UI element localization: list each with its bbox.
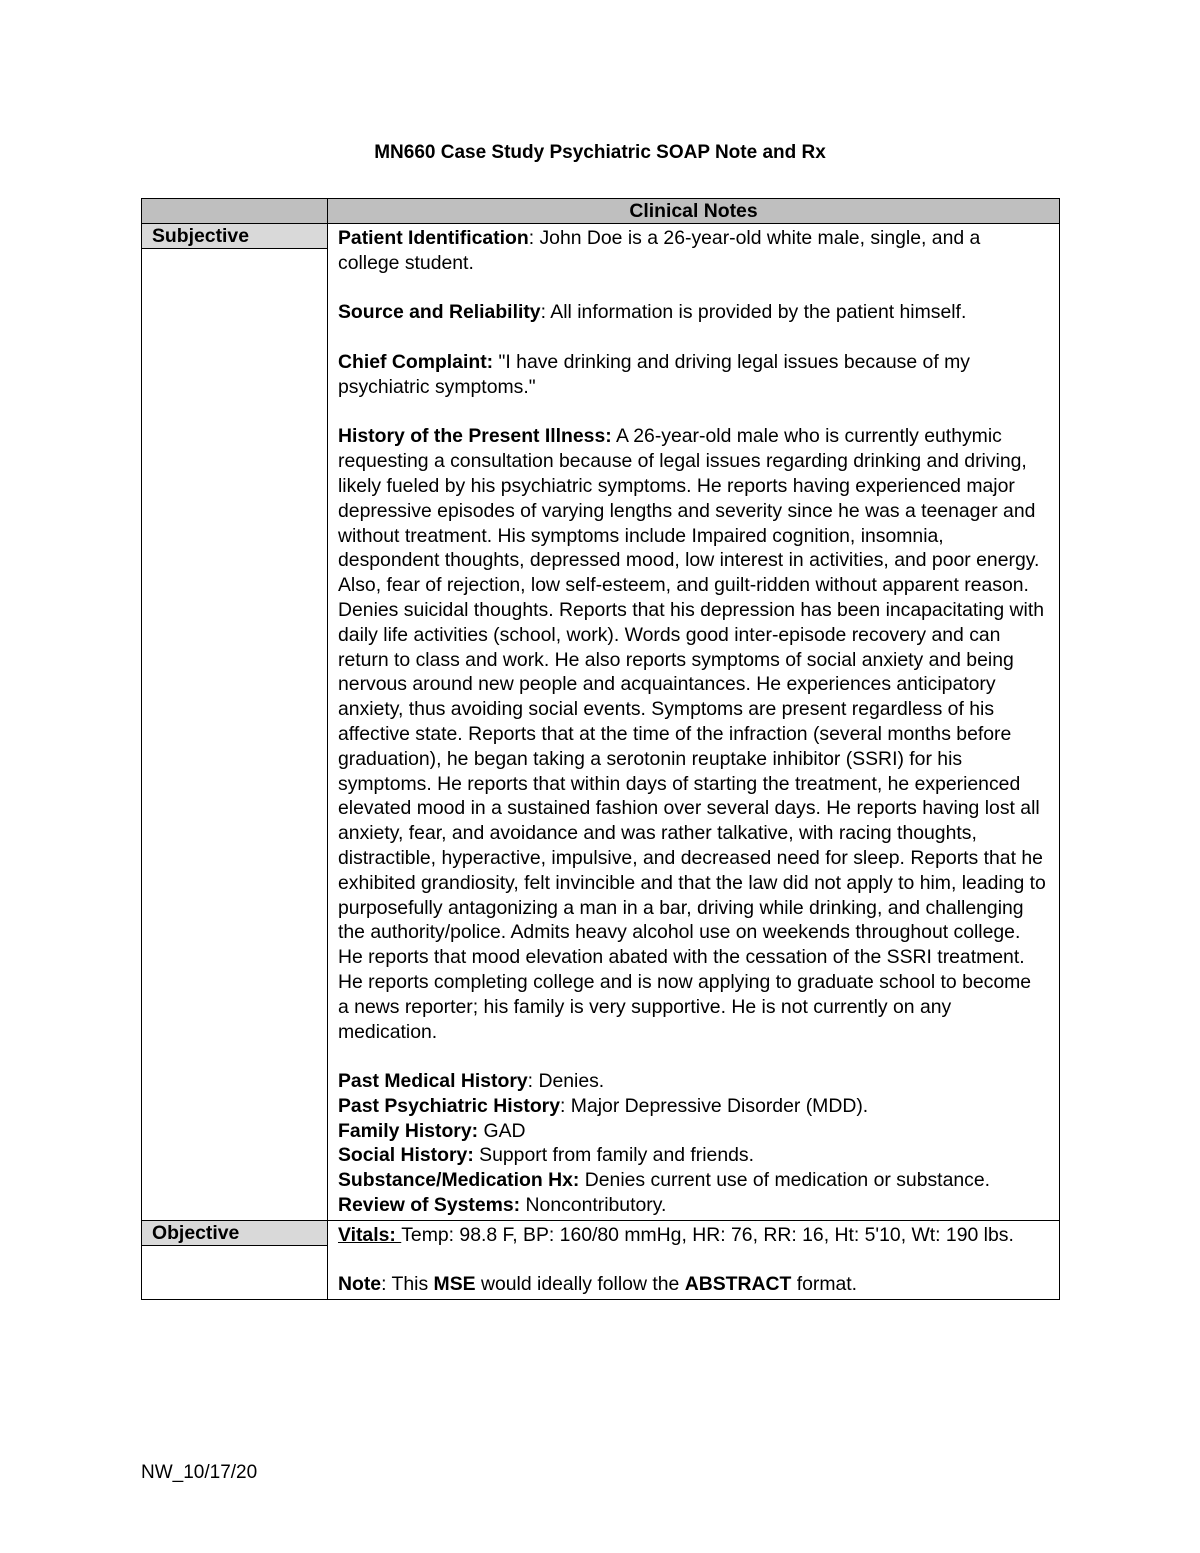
history-present-illness: History of the Present Illness: A 26-year-old male who is currently euthymic requesting a consultation because of legal issues regarding drinking and driving, likely fueled by his psychiatric symptoms. He reports having experienced major depressive episodes of varying lengths and severity since he was a teenager and without treatment. His symptoms include Impaired cognition, insomnia, despondent thoughts, depressed mood, low interest in activities, and poor energy. Also, fear of rejection, low self-esteem, and guilt-ridden without apparent reason. Denies suicidal thoughts. Reports that his depression has been incapacitating with daily life activities (school, work). Words good inter-episode recovery and can return to class and work. He also reports symptoms of social anxiety and being nervous around new people and acquaintances. He experiences anticipatory anxiety, thus avoiding social events. Symptoms are present regardless of his affective state. Reports that at the time of the infraction (several months before graduation), he began taking a serotonin reuptake inhibitor (SSRI) for his symptoms. He reports that within days of starting the treatment, he experienced elevated mood in a sustained fashion over several days. He reports having lost all anxiety, fear, and avoidance and was rather talkative, with racing thoughts, distractible, hyperactive, impulsive, and decreased need for sleep. Reports that he exhibited grandiosity, felt invincible and that the law did not apply to him, leading to purposefully antagonizing a man in a bar, driving while drinking, and challenging the authority/police. Admits heavy alcohol use on weekends throughout college. He reports that mood elevation abated with the cessation of the SSRI treatment. He reports completing college and is now applying to graduate school to become a news reporter; his family is very supportive. He is not currently on any medication. xyxy=(338,425,1046,1043)
soap-note-table xyxy=(141,198,1060,1300)
patient-identification: Patient Identification: John Doe is a 26-year-old white male, single, and a college student. xyxy=(338,227,981,274)
objective-row xyxy=(142,1220,1060,1299)
document-title: MN660 Case Study Psychiatric SOAP Note and Rx xyxy=(374,142,826,163)
clinical-notes-header: Clinical Notes xyxy=(328,199,1060,224)
chief-complaint: Chief Complaint: "I have drinking and driving legal issues because of my psychiatric symptoms." xyxy=(338,350,970,398)
document-footer: NW_10/17/20 xyxy=(141,1462,258,1483)
subjective-label: Subjective xyxy=(142,224,327,249)
substance-medication-history: Substance/Medication Hx: Denies current use of medication or substance. xyxy=(338,1169,991,1192)
objective-label: Objective xyxy=(142,1221,327,1246)
objective-label-cell xyxy=(142,1220,328,1299)
subjective-row xyxy=(142,224,1060,1221)
past-psychiatric-history: Past Psychiatric History: Major Depressive Disorder (MDD). xyxy=(338,1094,869,1117)
subjective-content xyxy=(328,224,1060,1221)
mse-note: Note: This MSE would ideally follow the ABSTRACT format. xyxy=(338,1273,858,1296)
subjective-label-cell xyxy=(142,224,328,1221)
header-blank-cell xyxy=(142,199,328,224)
objective-content xyxy=(328,1220,1060,1299)
vitals: Vitals: Temp: 98.8 F, BP: 160/80 mmHg, HR: 76, RR: 16, Ht: 5'10, Wt: 190 lbs. xyxy=(338,1223,1014,1246)
family-history: Family History: GAD xyxy=(338,1119,526,1142)
source-reliability: Source and Reliability: All information is provided by the patient himself. xyxy=(338,301,967,324)
table-header-row xyxy=(142,199,1060,224)
review-of-systems: Review of Systems: Noncontributory. xyxy=(338,1194,667,1217)
past-medical-history: Past Medical History: Denies. xyxy=(338,1070,605,1093)
social-history: Social History: Support from family and friends. xyxy=(338,1144,754,1167)
